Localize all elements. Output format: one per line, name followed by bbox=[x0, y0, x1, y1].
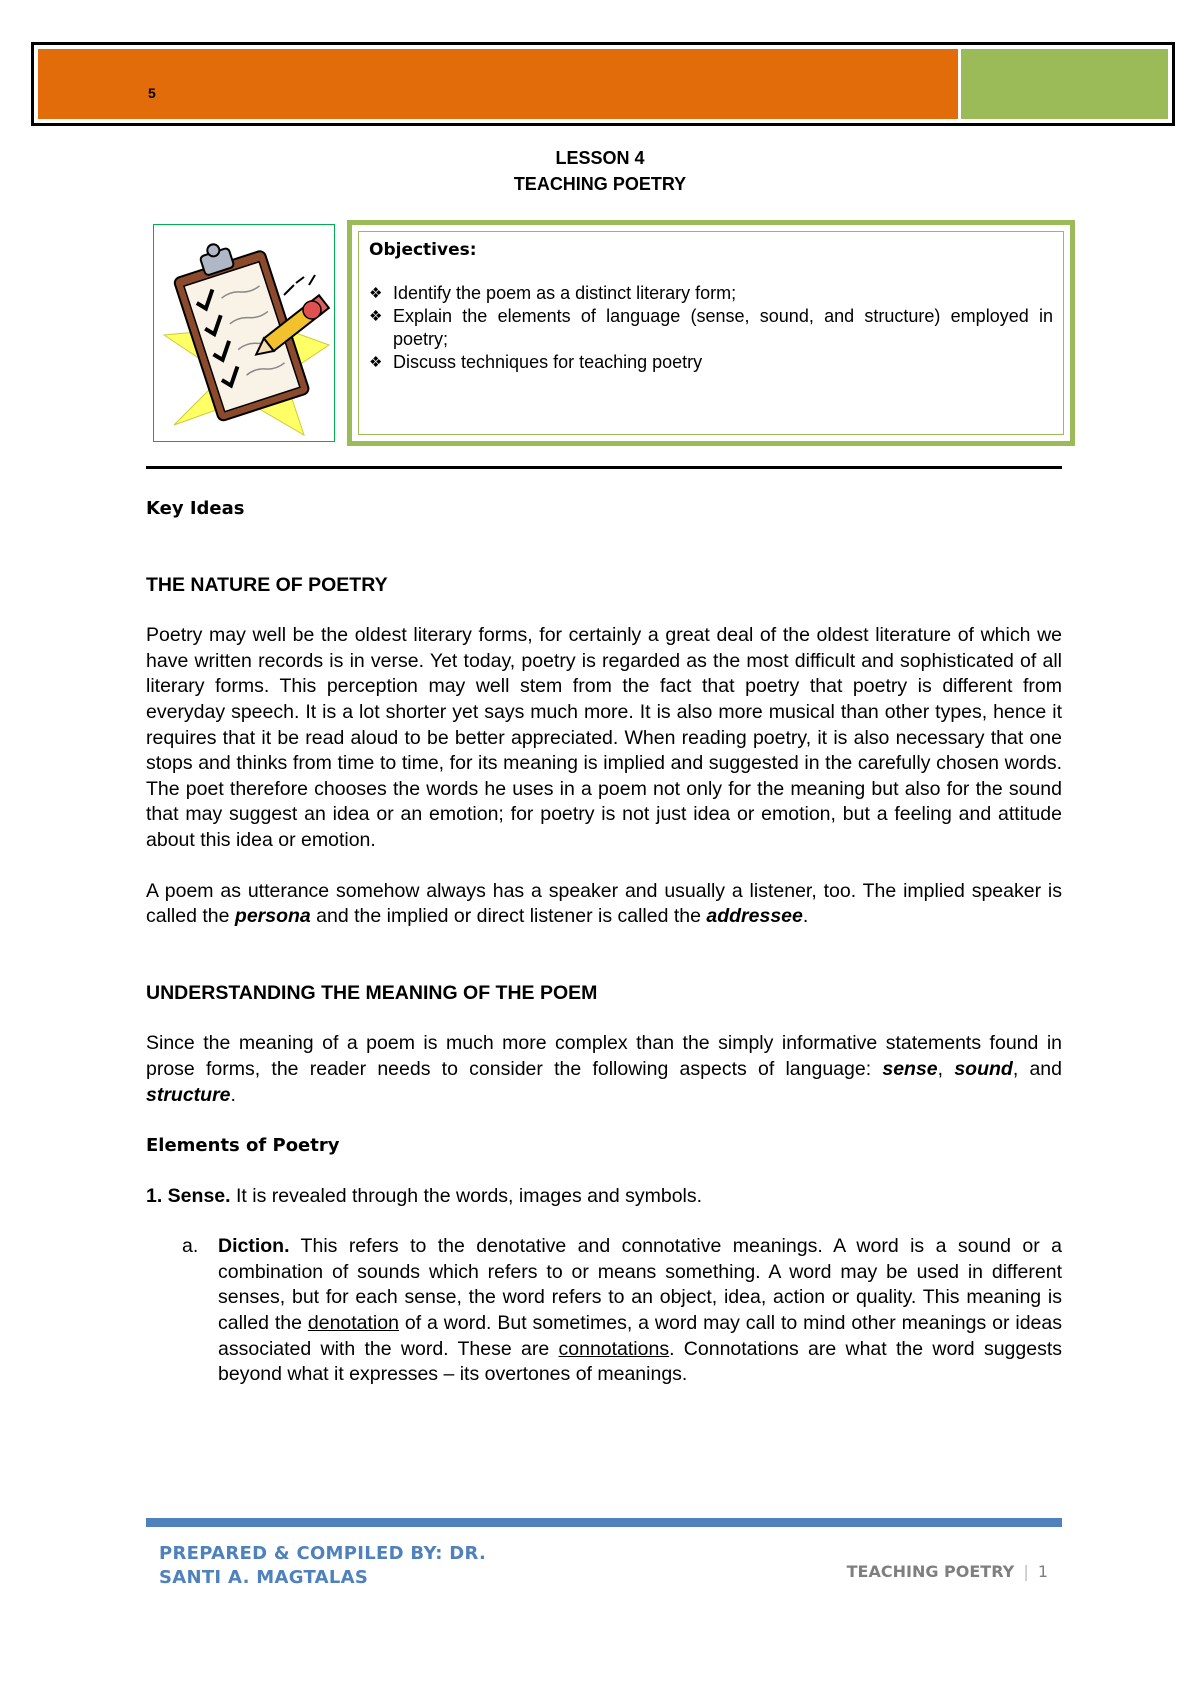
persona-term: persona bbox=[234, 905, 311, 928]
objective-item: ❖ Explain the elements of language (sense, sound, and structure) employed in poetry; bbox=[369, 306, 1053, 349]
objective-item: ❖ Identify the poem as a distinct literary form; bbox=[369, 283, 737, 303]
main-content bbox=[146, 496, 1062, 1388]
clipboard-icon bbox=[154, 225, 334, 441]
footer-doc-title: TEACHING POETRY bbox=[846, 1562, 1015, 1581]
objectives-list bbox=[369, 282, 1053, 374]
diamond-bullet-icon: ❖ bbox=[369, 308, 383, 325]
nature-paragraph-1: Poetry may well be the oldest literary forms, for certainly a great deal of the oldest literature of which we have written records is in verse. Yet today, poetry is regarded as the most difficult and sophisticated of all literary forms. This perception may well stem from the fact that poetry that poetry is different from everyday speech. It is a lot shorter yet says much more. It is also more musical than other types, hence it requires that it be read aloud to be better appreciated. When reading poetry, it is also necessary that one stops and thinks from time to time, for its meaning is implied and suggested in the carefully chosen words. The poet therefore chooses the words he uses in a poem not only for the meaning but also for the sound that may suggest an idea or an emotion; for poetry is not just idea or emotion, but a feeling and attitude about this idea or emotion. bbox=[146, 624, 1062, 851]
header-band bbox=[31, 42, 1175, 126]
diamond-bullet-icon: ❖ bbox=[369, 285, 383, 302]
diction-item: a. Diction. This refers to the denotative and connotative meanings. A word is a sound or a combination of sounds which refers to or means something. A word may be used in different senses, but for each sense, the word refers to an object, idea, action or quality. This meaning is called the denotation of a word. But sometimes, a word may call to mind other meanings or ideas associated with the word. These are connotations. Connotations are what the word suggests beyond what it expresses – its overtones of meanings. bbox=[182, 1235, 1062, 1386]
nature-paragraph-2: A poem as utterance somehow always has a speaker and usually a listener, too. The implied speaker is called the persona and the implied or direct listener is called the addressee. bbox=[146, 879, 1062, 928]
diamond-bullet-icon: ❖ bbox=[369, 354, 383, 371]
header-green-block bbox=[961, 49, 1168, 119]
footer-page-number: 1 bbox=[1037, 1562, 1048, 1581]
header-page-number: 5 bbox=[148, 85, 156, 101]
objectives-box bbox=[347, 220, 1075, 446]
elements-heading: Elements of Poetry bbox=[146, 1135, 340, 1157]
list-label-a: a. bbox=[182, 1235, 199, 1258]
lesson-title: TEACHING POETRY bbox=[513, 174, 687, 194]
addressee-term: addressee bbox=[706, 905, 803, 928]
understanding-heading: UNDERSTANDING THE MEANING OF THE POEM bbox=[146, 981, 598, 1004]
element-sense: 1. Sense. It is revealed through the words, images and symbols. bbox=[146, 1184, 703, 1207]
clipboard-illustration bbox=[153, 224, 335, 442]
key-ideas-heading: Key Ideas bbox=[146, 498, 245, 519]
section-divider bbox=[146, 466, 1062, 469]
nature-of-poetry-heading: THE NATURE OF POETRY bbox=[146, 573, 388, 596]
lesson-number: LESSON 4 bbox=[555, 148, 645, 168]
footer-author: PREPARED & COMPILED BY: DR. SANTI A. MAGTALAS bbox=[159, 1543, 487, 1588]
footer-bar bbox=[146, 1518, 1062, 1527]
header-orange-block bbox=[38, 49, 961, 119]
objectives-title: Objectives: bbox=[369, 240, 477, 260]
objective-item: ❖ Discuss techniques for teaching poetry bbox=[369, 352, 703, 372]
understanding-paragraph: Since the meaning of a poem is much more complex than the simply informative statements found in prose forms, the reader needs to consider the following aspects of language: sense, sound, and structure. bbox=[146, 1032, 1062, 1106]
footer-page-info: TEACHING POETRY | 1 bbox=[846, 1562, 1048, 1581]
